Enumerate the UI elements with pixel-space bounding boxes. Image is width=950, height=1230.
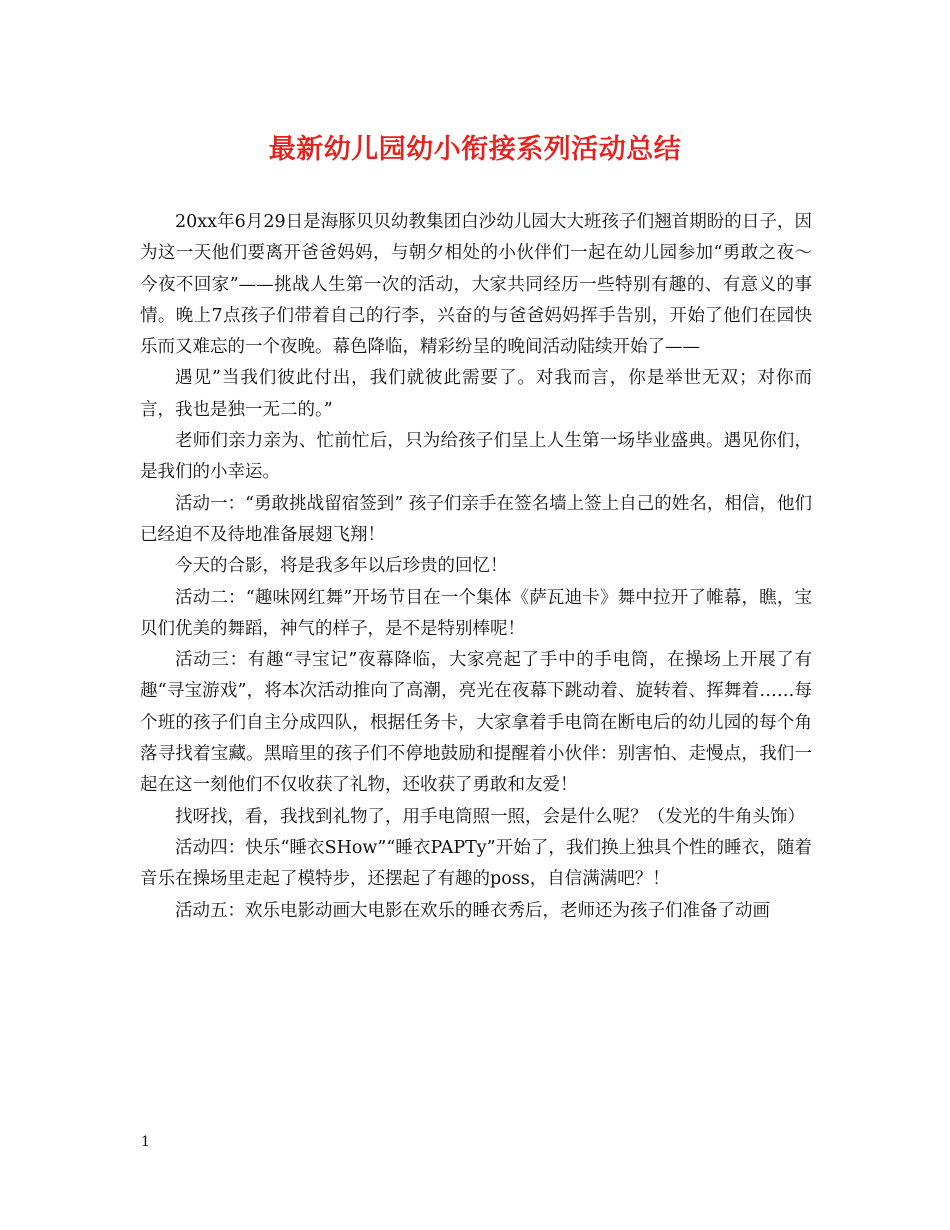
- paragraph-meeting-quote: 遇见”当我们彼此付出，我们就彼此需要了。对我而言，你是举世无双；对你而言，我也是独一无二的。”: [140, 368, 812, 420]
- paragraph-activity-two: 活动二：“趣味网红舞”开场节目在一个集体《萨瓦迪卡》舞中拉开了帷幕，瞧，宝贝们优美的舞蹈，神气的样子，是不是特别棒呢！: [140, 587, 812, 639]
- paragraph-found-gift: 找呀找，看，我找到礼物了，用手电筒照一照，会是什么呢？（发光的牛角头饰）: [175, 806, 805, 827]
- paragraph-activity-three: 活动三：有趣“寻宝记”夜幕降临，大家亮起了手中的手电筒，在操场上开展了有趣“寻宝游戏”，将本次活动推向了高潮，亮光在夜幕下跳动着、旋转着、挥舞着……每个班的孩子们自主分成四队，根据任务卡，大家拿着手电筒在断电后的幼儿园的每个角落寻找着宝藏。黑暗里的孩子们不停地鼓励和提醒着小伙伴：别害怕、走慢点，我们一起在这一刻他们不仅收获了礼物，还收获了勇敢和友爱！: [140, 650, 812, 796]
- paragraph-activity-five: 活动五：欢乐电影动画大电影在欢乐的睡衣秀后，老师还为孩子们准备了动画: [175, 900, 770, 921]
- paragraph-teachers: 老师们亲力亲为、忙前忙后，只为给孩子们呈上人生第一场毕业盛典。遇见你们，是我们的小幸运。: [140, 431, 812, 483]
- paragraph-activity-four: 活动四：快乐“睡衣SHow”“睡衣PAPTy”开始了，我们换上独具个性的睡衣，随着音乐在操场里走起了模特步，还摆起了有趣的poss，自信满满吧？！: [140, 837, 812, 890]
- page-number: 1: [141, 1134, 150, 1150]
- paragraph-intro: 20xx年6月29日是海豚贝贝幼教集团白沙幼儿园大大班孩子们翘首期盼的日子，因为这一天他们要离开爸爸妈妈，与朝夕相处的小伙伴们一起在幼儿园参加“勇敢之夜～今夜不回家”——挑战人生第一次的活动，大家共同经历一些特别有趣的、有意义的事情。晚上7点孩子们带着自己的行李，兴奋的与爸爸妈妈挥手告别，开始了他们在园快乐而又难忘的一个夜晚。幕色降临，精彩纷呈的晚间活动陆续开始了——: [140, 212, 812, 358]
- document-title: 最新幼儿园幼小衔接系列活动总结: [268, 134, 682, 165]
- paragraph-group-photo: 今天的合影，将是我多年以后珍贵的回忆！: [175, 556, 508, 577]
- document-body: [140, 207, 812, 927]
- paragraph-activity-one: 活动一：“勇敢挑战留宿签到” 孩子们亲手在签名墙上签上自己的姓名，相信，他们已经迫不及待地准备展翅飞翔！: [140, 493, 812, 545]
